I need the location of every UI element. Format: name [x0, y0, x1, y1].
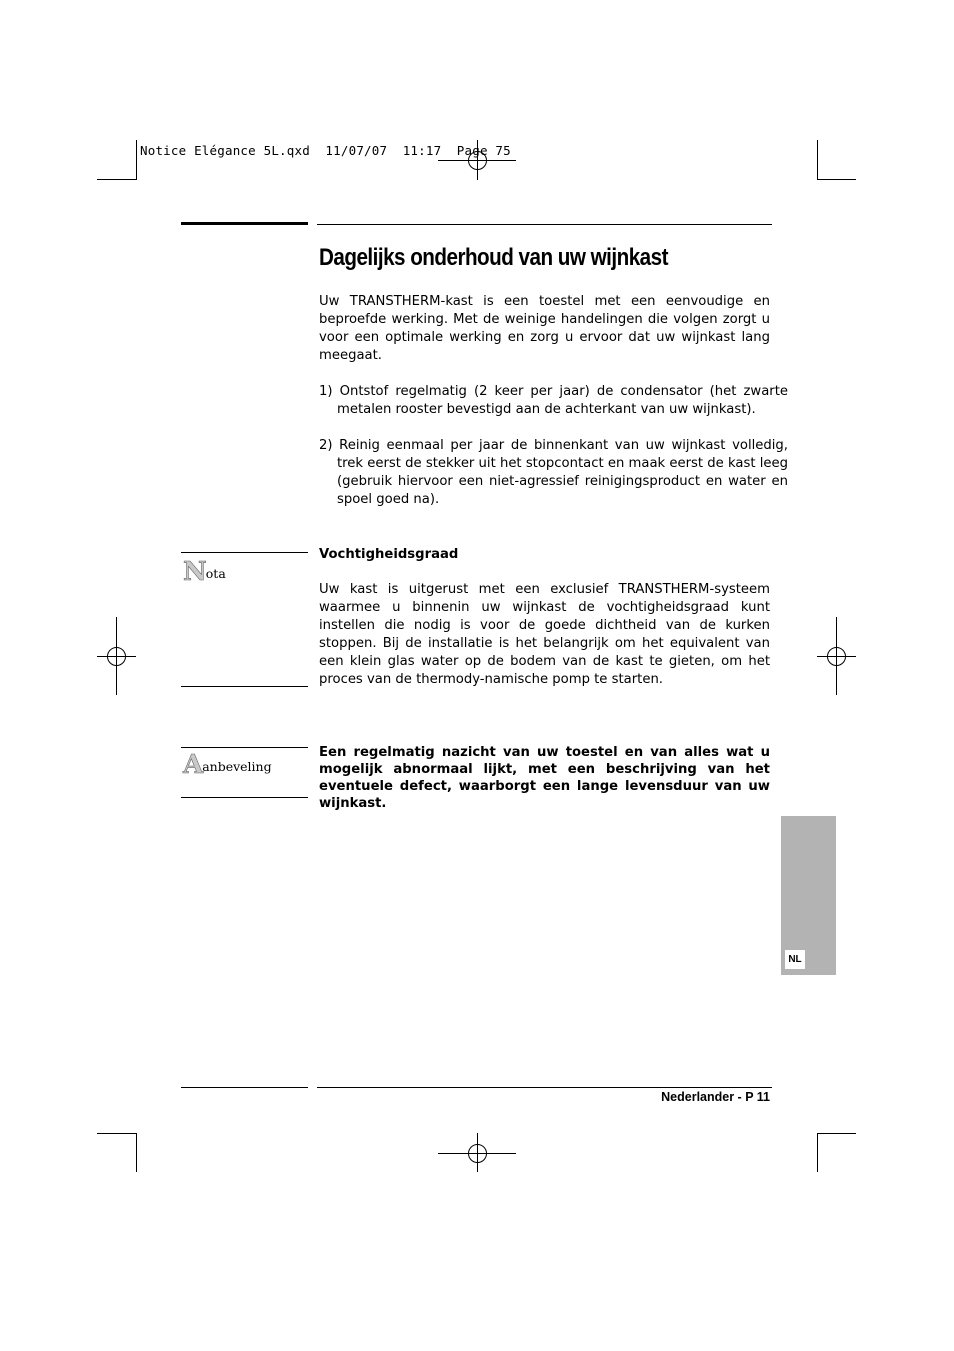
crop-mark	[97, 1133, 136, 1134]
aanbeveling-label-rest: anbeveling	[202, 759, 272, 774]
crop-mark	[136, 140, 137, 180]
header-rule-thick	[181, 222, 308, 225]
crop-mark	[817, 140, 818, 180]
aanbeveling-paragraph: Een regelmatig nazicht van uw toestel en van alles wat u mogelijk abnormaal lijkt, met een beschrijving van het eventuele defect, waarborgt een lange levensduur van uw wijnkast.	[319, 745, 770, 811]
aanbeveling-rule-bottom	[181, 797, 308, 798]
crop-mark	[97, 179, 136, 180]
aanbeveling-label-initial: A	[183, 750, 204, 780]
step-1: 1) Ontstof regelmatig (2 keer per jaar) de condensator (het zwarte metalen rooster bevestigd aan de achterkant van uw wijnkast).	[319, 384, 788, 417]
nota-paragraph: Uw kast is uitgerust met een exclusief TRANSTHERM-systeem waarmee u binnenin uw wijnkast de vochtigheidsgraad kunt instellen die nodig is voor de goede dichtheid van de kurken stoppen. Bij de installatie is het belangrijk om het equivalent van een klein glas water op de bodem van de kast te gieten, om het proces van de thermody-namische pomp te starten.	[319, 582, 770, 687]
slug-filename: Notice Elégance 5L.qxd	[140, 143, 310, 158]
aanbeveling-label	[183, 750, 272, 780]
slug-date: 11/07/07	[325, 143, 388, 158]
slug-page-word: Page	[456, 143, 488, 158]
nota-label	[183, 557, 226, 587]
crop-mark	[817, 1133, 818, 1172]
nota-heading: Vochtigheidsgraad	[319, 547, 459, 562]
crop-mark	[136, 1133, 137, 1172]
footer-rule-left	[181, 1087, 308, 1088]
slug-page-number: 75	[495, 143, 511, 158]
aanbeveling-rule-top	[181, 747, 308, 748]
page-footer: Nederlander - P 11	[661, 1090, 770, 1104]
language-tab-label: NL	[785, 950, 805, 969]
nota-rule-bottom	[181, 686, 308, 687]
intro-paragraph: Uw TRANSTHERM-kast is een toestel met een eenvoudige en beproefde werking. Met de weinige handelingen die volgen zorgt u voor een optimale werking en zorg u ervoor dat uw wijnkast lang meegaat.	[319, 294, 770, 363]
crop-mark	[817, 1133, 856, 1134]
header-rule-thin	[317, 224, 772, 225]
step-2: 2) Reinig eenmaal per jaar de binnenkant van uw wijnkast volledig, trek eerst de stekker uit het stopcontact en maak eerst de kast leeg (gebruik hiervoor een niet-agressief reinigingsproduct en water en spoel goed na).	[319, 438, 788, 507]
nota-rule-top	[181, 552, 308, 553]
nota-label-initial: N	[183, 557, 207, 587]
footer-rule-right	[317, 1087, 772, 1088]
page-title: Dagelijks onderhoud van uw wijnkast	[319, 244, 668, 271]
slug-line	[140, 143, 511, 158]
nota-label-rest: ota	[205, 566, 226, 581]
crop-mark	[817, 179, 856, 180]
slug-time: 11:17	[402, 143, 442, 158]
